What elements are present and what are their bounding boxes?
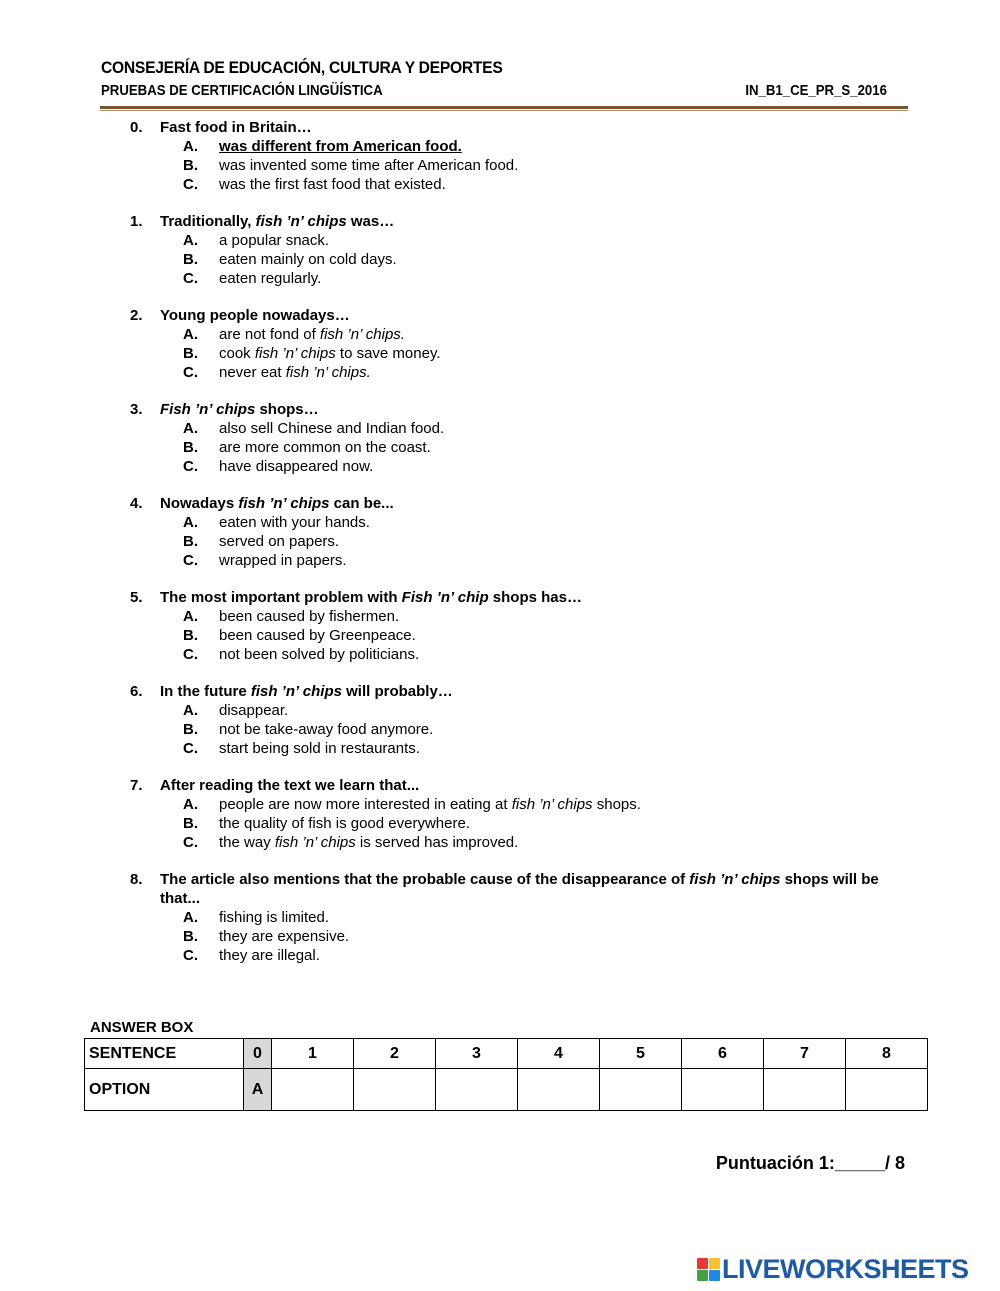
header-divider	[100, 106, 908, 109]
text-segment: a popular snack.	[219, 232, 330, 249]
question-2	[130, 306, 900, 382]
text-segment: eaten mainly on cold days.	[219, 251, 397, 268]
option-letter: A.	[183, 796, 198, 813]
option-b	[130, 344, 900, 363]
option-letter: C.	[183, 270, 198, 287]
question-number: 7.	[130, 777, 143, 794]
option-letter: A.	[183, 909, 198, 926]
text-segment: have disappeared now.	[219, 458, 374, 475]
option-a	[130, 701, 900, 720]
answer-cell-7[interactable]	[764, 1069, 846, 1111]
sentence-number-8: 8	[846, 1039, 928, 1069]
option-text	[219, 721, 433, 738]
option-a	[130, 795, 900, 814]
answer-cell-2[interactable]	[354, 1069, 436, 1111]
option-text	[219, 947, 320, 964]
option-text	[219, 458, 373, 475]
text-segment: are more common on the coast.	[219, 439, 431, 456]
option-text	[219, 514, 370, 531]
liveworksheets-wordmark: LIVEWORKSHEETS	[722, 1254, 969, 1284]
option-a	[130, 419, 900, 438]
option-text	[219, 740, 420, 757]
option-c	[130, 645, 900, 664]
text-segment: shops…	[255, 401, 319, 418]
option-letter: B.	[183, 157, 198, 174]
sentence-number-3: 3	[436, 1039, 518, 1069]
option-letter: C.	[183, 834, 198, 851]
option-text	[219, 702, 288, 719]
option-a	[130, 325, 900, 344]
option-text	[219, 796, 641, 813]
question-number: 8.	[130, 871, 143, 888]
question-stem	[130, 400, 900, 419]
option-text	[219, 420, 444, 437]
question-6	[130, 682, 900, 758]
logo-square	[697, 1258, 708, 1269]
answer-cell-1[interactable]	[272, 1069, 354, 1111]
option-letter: C.	[183, 458, 198, 475]
option-a	[130, 607, 900, 626]
option-b	[130, 720, 900, 739]
sentence-label: SENTENCE	[85, 1039, 244, 1069]
liveworksheets-logo	[697, 1254, 969, 1285]
text-segment: disappear.	[219, 702, 289, 719]
option-c	[130, 457, 900, 476]
header-organization: CONSEJERÍA DE EDUCACIÓN, CULTURA Y DEPORTES	[101, 58, 503, 77]
header-divider-thin	[100, 110, 908, 111]
header-subtitle: PRUEBAS DE CERTIFICACIÓN LINGÜÍSTICA	[101, 82, 383, 99]
question-number: 4.	[130, 495, 143, 512]
option-text	[219, 533, 339, 550]
option-a	[130, 513, 900, 532]
option-letter: B.	[183, 345, 198, 362]
answer-cell-6[interactable]	[682, 1069, 764, 1111]
text-segment: never eat	[219, 364, 286, 381]
logo-square	[709, 1258, 720, 1269]
option-text	[219, 232, 329, 249]
option-text	[219, 270, 321, 287]
question-stem	[130, 682, 900, 701]
text-segment: fish ’n’ chips	[274, 834, 356, 851]
answer-box-title: ANSWER BOX	[90, 1019, 194, 1036]
question-list	[130, 118, 900, 983]
option-text	[219, 928, 349, 945]
option-letter: C.	[183, 364, 198, 381]
option-text	[219, 627, 416, 644]
text-segment: eaten regularly.	[219, 270, 322, 287]
question-number: 1.	[130, 213, 143, 230]
question-stem	[130, 870, 900, 908]
question-number: 5.	[130, 589, 143, 606]
text-segment: Fish ’n’ chips	[160, 401, 256, 418]
text-segment: served on papers.	[219, 533, 340, 550]
question-8	[130, 870, 900, 965]
text-segment: not been solved by politicians.	[219, 646, 420, 663]
option-text	[219, 439, 431, 456]
option-text	[219, 364, 371, 381]
text-segment: wrapped in papers.	[219, 552, 347, 569]
option-letter: B.	[183, 627, 198, 644]
text-segment: Fast food in Britain…	[160, 119, 312, 136]
question-stem	[130, 588, 900, 607]
option-letter: A.	[183, 608, 198, 625]
option-text	[219, 834, 518, 851]
text-segment: The article also mentions that the probable cause of the disappearance of	[160, 871, 690, 888]
option-b	[130, 250, 900, 269]
option-b	[130, 626, 900, 645]
option-letter: A.	[183, 326, 198, 343]
option-letter: B.	[183, 928, 198, 945]
question-3	[130, 400, 900, 476]
sentence-number-2: 2	[354, 1039, 436, 1069]
question-stem	[130, 776, 900, 795]
text-segment: fish ’n’ chips.	[285, 364, 371, 381]
example-answer: A	[244, 1069, 272, 1111]
text-segment: is served has improved.	[355, 834, 519, 851]
example-sentence-number: 0	[244, 1039, 272, 1069]
text-segment: was the first fast food that existed.	[219, 176, 446, 193]
text-segment: to save money.	[335, 345, 441, 362]
text-segment: fish ’n’ chips	[254, 345, 336, 362]
text-segment: been caused by fishermen.	[219, 608, 400, 625]
text-segment: will probably…	[341, 683, 453, 700]
text-segment: shops will be that...	[160, 871, 879, 907]
sentence-number-1: 1	[272, 1039, 354, 1069]
option-letter: C.	[183, 646, 198, 663]
text-segment: fish ’n’ chips	[238, 495, 330, 512]
option-letter: B.	[183, 815, 198, 832]
text-segment: the way	[219, 834, 275, 851]
option-letter: B.	[183, 251, 198, 268]
option-c	[130, 363, 900, 382]
text-segment: fish ’n’ chips	[689, 871, 781, 888]
option-text	[219, 552, 347, 569]
text-segment: they are expensive.	[219, 928, 350, 945]
logo-square	[709, 1270, 720, 1281]
option-label: OPTION	[85, 1069, 244, 1111]
option-text	[219, 251, 397, 268]
sentence-number-6: 6	[682, 1039, 764, 1069]
text-segment: Young people nowadays…	[160, 307, 350, 324]
question-5	[130, 588, 900, 664]
text-segment: start being sold in restaurants.	[219, 740, 420, 757]
question-number: 2.	[130, 307, 143, 324]
liveworksheets-logo-icon	[697, 1258, 720, 1281]
text-segment: also sell Chinese and Indian food.	[219, 420, 445, 437]
text-segment: not be take-away food anymore.	[219, 721, 434, 738]
option-text	[219, 345, 441, 362]
text-segment: Nowadays	[160, 495, 239, 512]
option-text	[219, 646, 419, 663]
option-a	[130, 908, 900, 927]
text-segment: eaten with your hands.	[219, 514, 370, 531]
text-segment: fish ’n’ chips	[250, 683, 342, 700]
option-text	[219, 608, 399, 625]
text-segment: was invented some time after American food.	[219, 157, 519, 174]
option-text	[219, 815, 470, 832]
option-letter: C.	[183, 740, 198, 757]
text-segment: are not fond of	[219, 326, 320, 343]
option-b	[130, 438, 900, 457]
text-segment: fish ’n’ chips	[511, 796, 593, 813]
text-segment: was…	[346, 213, 395, 230]
text-segment: Traditionally,	[160, 213, 256, 230]
text-segment: fishing is limited.	[219, 909, 330, 926]
question-0	[130, 118, 900, 194]
option-text	[219, 157, 518, 174]
question-number: 0.	[130, 119, 143, 136]
question-number: 3.	[130, 401, 143, 418]
question-stem	[130, 494, 900, 513]
question-stem	[130, 212, 900, 231]
option-text	[219, 909, 329, 926]
option-letter: C.	[183, 947, 198, 964]
option-letter: A.	[183, 232, 198, 249]
text-segment: can be...	[329, 495, 394, 512]
score-line: Puntuación 1:_____/ 8	[715, 1153, 905, 1173]
text-segment: fish ’n’ chips	[255, 213, 347, 230]
option-letter: B.	[183, 439, 198, 456]
text-segment: cook	[219, 345, 255, 362]
sentence-number-7: 7	[764, 1039, 846, 1069]
answer-cell-5[interactable]	[600, 1069, 682, 1111]
text-segment: they are illegal.	[219, 947, 320, 964]
option-letter: A.	[183, 138, 198, 155]
answer-cell-4[interactable]	[518, 1069, 600, 1111]
option-letter: B.	[183, 721, 198, 738]
text-segment: people are now more interested in eating at	[219, 796, 512, 813]
option-text	[219, 176, 446, 193]
option-b	[130, 814, 900, 833]
question-7	[130, 776, 900, 852]
exam-code: IN_B1_CE_PR_S_2016	[745, 82, 887, 99]
option-text	[219, 326, 405, 343]
option-c	[130, 269, 900, 288]
text-segment: The most important problem with	[160, 589, 402, 606]
answer-box	[84, 1038, 928, 1111]
text-segment: the quality of fish is good everywhere.	[219, 815, 470, 832]
question-1	[130, 212, 900, 288]
option-b	[130, 532, 900, 551]
option-a	[130, 231, 900, 250]
option-letter: A.	[183, 702, 198, 719]
text-segment: In the future	[160, 683, 251, 700]
option-a	[130, 137, 900, 156]
option-letter: A.	[183, 420, 198, 437]
option-c	[130, 551, 900, 570]
option-text	[219, 138, 462, 155]
option-letter: B.	[183, 533, 198, 550]
text-segment: was different from American food.	[219, 138, 462, 155]
question-4	[130, 494, 900, 570]
option-c	[130, 175, 900, 194]
option-c	[130, 946, 900, 965]
sentence-number-5: 5	[600, 1039, 682, 1069]
option-b	[130, 156, 900, 175]
text-segment: fish ’n’ chips.	[319, 326, 405, 343]
sentence-number-4: 4	[518, 1039, 600, 1069]
text-segment: shops has…	[488, 589, 582, 606]
answer-cell-8[interactable]	[846, 1069, 928, 1111]
option-letter: A.	[183, 514, 198, 531]
option-b	[130, 927, 900, 946]
text-segment: Fish ’n’ chip	[401, 589, 489, 606]
question-number: 6.	[130, 683, 143, 700]
logo-square	[697, 1270, 708, 1281]
text-segment: shops.	[592, 796, 641, 813]
option-letter: C.	[183, 552, 198, 569]
text-segment: been caused by Greenpeace.	[219, 627, 416, 644]
option-c	[130, 739, 900, 758]
answer-cell-3[interactable]	[436, 1069, 518, 1111]
question-stem	[130, 118, 900, 137]
option-letter: C.	[183, 176, 198, 193]
option-c	[130, 833, 900, 852]
question-stem	[130, 306, 900, 325]
text-segment: After reading the text we learn that...	[160, 777, 420, 794]
